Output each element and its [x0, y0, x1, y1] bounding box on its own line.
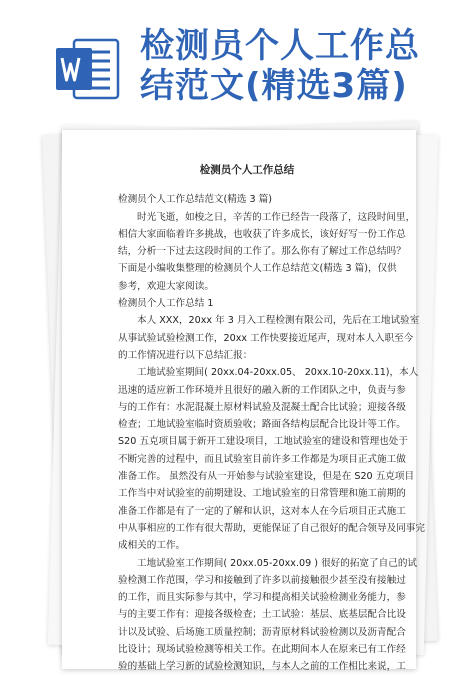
- body-line: 检查；工地试验室临时资质验收；路面各结构层配合比设计等工作。: [118, 419, 406, 431]
- body-line: 工地试验室期间( 20xx.04-20xx.05、 20xx.10-20xx.11)，本人: [137, 367, 419, 379]
- document-header: [0, 0, 474, 110]
- body-line: 结，分析一下过去这段时间的工作了。那么你有了解过工作总结吗？: [118, 246, 406, 258]
- body-line: 下面是小编收集整理的检测员个人工作总结范文(精选 3 篇)，仅供: [118, 263, 397, 275]
- body-line: 时光飞逝，如梭之日，辛苦的工作已经告一段落了，这段时间里，: [137, 211, 416, 223]
- body-line: 比设计；现场试验检测等相关工作。在此期间本人在原来已有工作经: [118, 644, 406, 656]
- body-line: 参考，欢迎大家阅读。: [118, 280, 214, 292]
- document-body: [118, 162, 425, 676]
- body-line: 计以及试验、后场施工质量控制；沥青原材料试验检测以及沥青配合: [118, 626, 406, 638]
- body-line: 相信大家面临着许多挑战，也收获了许多成长，该好好写一份工作总: [118, 228, 406, 240]
- body-line: 与的工作有：水泥混凝土原材料试验及混凝土配合比试验；迎接各级: [118, 401, 406, 413]
- body-line: 准备工作。 虽然没有从一开始参与试验室建设，但是在 S20 五克项目: [118, 471, 415, 483]
- body-line: 中从事相应的工作有很大帮助，更能保证了自己很好的配合领导及同事完: [118, 522, 425, 534]
- body-line: 验检测工作范围，学习和接触到了许多以前接触很少甚至没有接触过: [118, 574, 406, 586]
- body-line: 与的主要工作有：迎接各级检查；土工试验：基层、底基层配合比设: [118, 609, 406, 621]
- title-line: 检测员个人工作总: [140, 26, 420, 66]
- document-heading: 检测员个人工作总结: [199, 164, 295, 176]
- page-title: [140, 26, 470, 106]
- body-line: S20 五克项目属于新开工建设项目，工地试验室的建设和管理也处于: [118, 436, 408, 448]
- body-line: 工地试验室工作期间( 20xx.05-20xx.09 ) 很好的拓宽了自己的试: [137, 557, 418, 569]
- subtitle: 检测员个人工作总结范文(精选 3 篇): [118, 194, 273, 206]
- body-line: 成相关的工作。: [118, 540, 186, 552]
- body-line: 工作当中对试验室的前期建设、工地试验室的日常管理和施工前期的: [118, 488, 406, 500]
- body-line: 不断完善的过程中，而且试验室目前许多工作都是为项目正式施工做: [118, 453, 406, 465]
- body-line: 本人 XXX，20xx 年 3 月入工程检测有限公司，先后在工地试验室: [137, 315, 420, 327]
- body-line: 迅速的适应新工作环境并且很好的融入新的工作团队之中，负责与参: [118, 384, 406, 396]
- body-line: 验的基础上学习新的试验检测知识，与本人之前的工作相比来说，工: [118, 661, 406, 673]
- body-line: 的工作情况进行以下总结汇报：: [118, 349, 253, 361]
- body-line: 的工作，而且实际参与其中，学习和提高相关试验检测业务能力，参: [118, 592, 406, 604]
- word-doc-icon: [52, 34, 122, 104]
- title-line: 结范文(精选3篇): [140, 66, 408, 106]
- body-line: 从事试验试验检测工作，20xx 工作快要接近尾声，现对本人入职至今: [118, 332, 414, 344]
- document-page: [62, 130, 425, 673]
- body-line: 准备工作都是有了一定的了解和认识，这对本人在今后项目正式施工: [118, 505, 406, 517]
- section-heading: 检测员个人工作总结 1: [118, 298, 214, 310]
